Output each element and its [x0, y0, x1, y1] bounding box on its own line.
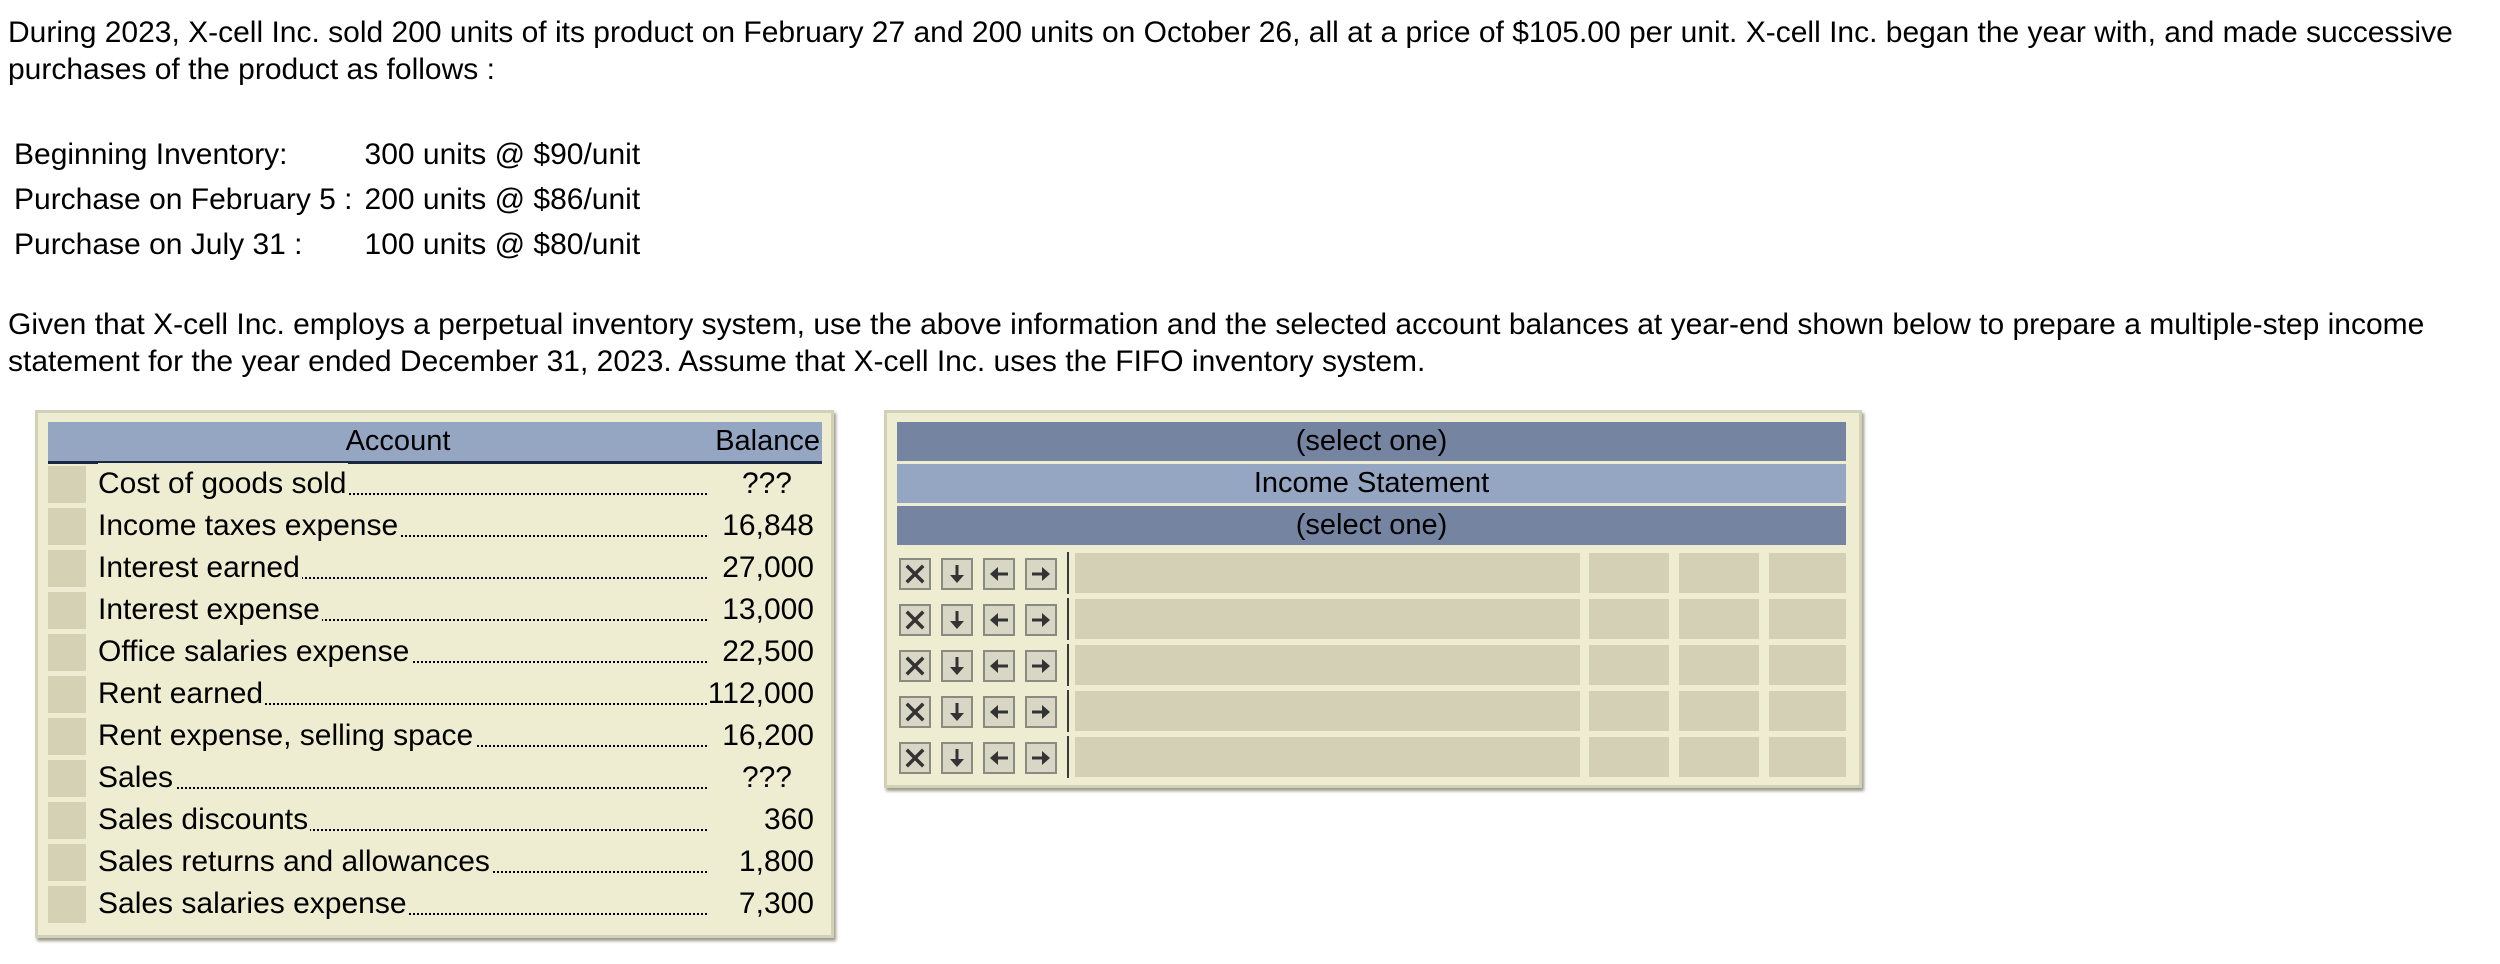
amount-cell-1[interactable] [1589, 691, 1669, 731]
indent-button[interactable] [1025, 604, 1057, 636]
purchase-row [8, 132, 646, 177]
account-balance: 13,000 [722, 593, 814, 626]
arrow-left-icon [987, 700, 1011, 724]
outdent-button[interactable] [983, 604, 1015, 636]
income-statement-panel [884, 410, 1862, 788]
account-row [48, 757, 822, 799]
arrow-down-icon [945, 562, 969, 586]
delete-icon [903, 654, 927, 678]
period-select[interactable]: (select one) [897, 506, 1846, 545]
purchase-detail: 100 units @ $80/unit [364, 228, 641, 261]
arrow-left-icon [987, 746, 1011, 770]
account-name: Cost of goods sold [98, 463, 348, 505]
outdent-button[interactable] [983, 742, 1015, 774]
account-row-marker[interactable] [48, 592, 86, 629]
amount-cell-3[interactable] [1769, 645, 1846, 685]
account-balance: ??? [741, 467, 792, 500]
account-balance: 16,848 [722, 509, 814, 542]
row-divider [1067, 552, 1069, 594]
account-row-marker[interactable] [48, 550, 86, 587]
row-divider [1067, 598, 1069, 640]
purchase-label: Purchase on February 5 : [14, 183, 353, 216]
account-row [48, 463, 822, 505]
account-column-header: Account [345, 425, 451, 457]
indent-button[interactable] [1025, 696, 1057, 728]
row-divider [1067, 736, 1069, 778]
amount-cell-3[interactable] [1769, 691, 1846, 731]
move-down-button[interactable] [941, 604, 973, 636]
account-balance: ??? [741, 761, 792, 794]
balance-column-header: Balance [715, 425, 820, 457]
statement-row [897, 598, 1846, 640]
arrow-down-icon [945, 700, 969, 724]
accounts-panel [35, 410, 834, 938]
account-balance: 27,000 [722, 551, 814, 584]
delete-row-button[interactable] [899, 558, 931, 590]
dotted-leader [98, 787, 707, 789]
account-row-marker[interactable] [48, 760, 86, 797]
account-name: Sales discounts [98, 799, 310, 841]
arrow-right-icon [1029, 654, 1053, 678]
statement-row [897, 736, 1846, 778]
account-balance: 1,800 [738, 845, 814, 878]
arrow-left-icon [987, 654, 1011, 678]
amount-cell-3[interactable] [1769, 599, 1846, 639]
move-down-button[interactable] [941, 742, 973, 774]
amount-cell-3[interactable] [1769, 553, 1846, 593]
account-name: Rent earned [98, 673, 265, 715]
arrow-right-icon [1029, 700, 1053, 724]
delete-icon [903, 608, 927, 632]
arrow-left-icon [987, 608, 1011, 632]
move-down-button[interactable] [941, 558, 973, 590]
account-balance: 360 [763, 803, 814, 836]
purchase-row [8, 222, 646, 267]
amount-cell-2[interactable] [1679, 645, 1759, 685]
account-row-marker[interactable] [48, 508, 86, 545]
delete-row-button[interactable] [899, 696, 931, 728]
amount-cell-2[interactable] [1679, 599, 1759, 639]
account-balance: 16,200 [722, 719, 814, 752]
amount-cell-1[interactable] [1589, 737, 1669, 777]
account-name: Interest expense [98, 589, 322, 631]
delete-icon [903, 746, 927, 770]
purchase-detail: 300 units @ $90/unit [364, 138, 641, 171]
outdent-button[interactable] [983, 696, 1015, 728]
arrow-right-icon [1029, 746, 1053, 770]
statement-row [897, 552, 1846, 594]
indent-button[interactable] [1025, 558, 1057, 590]
statement-row [897, 644, 1846, 686]
account-name: Income taxes expense [98, 505, 400, 547]
statement-row [897, 690, 1846, 732]
account-balance: 22,500 [722, 635, 814, 668]
arrow-down-icon [945, 746, 969, 770]
account-name: Sales salaries expense [98, 883, 409, 925]
amount-cell-1[interactable] [1589, 599, 1669, 639]
delete-row-button[interactable] [899, 604, 931, 636]
purchases-table [8, 132, 646, 267]
statement-label-cell[interactable] [1075, 737, 1580, 777]
arrow-right-icon [1029, 608, 1053, 632]
arrow-left-icon [987, 562, 1011, 586]
statement-label-cell[interactable] [1075, 599, 1580, 639]
row-divider [1067, 644, 1069, 686]
account-balance: 112,000 [707, 677, 814, 710]
row-divider [1067, 690, 1069, 732]
purchase-label: Beginning Inventory: [14, 138, 288, 171]
outdent-button[interactable] [983, 558, 1015, 590]
indent-button[interactable] [1025, 742, 1057, 774]
account-row [48, 799, 822, 841]
account-row [48, 589, 822, 631]
amount-cell-1[interactable] [1589, 645, 1669, 685]
account-row-marker[interactable] [48, 466, 86, 503]
purchase-row [8, 177, 646, 222]
statement-label-cell[interactable] [1075, 691, 1580, 731]
outdent-button[interactable] [983, 650, 1015, 682]
account-name: Rent expense, selling space [98, 715, 475, 757]
move-down-button[interactable] [941, 696, 973, 728]
arrow-right-icon [1029, 562, 1053, 586]
account-row-marker[interactable] [48, 676, 86, 713]
statement-title: Income Statement [897, 464, 1846, 503]
delete-icon [903, 562, 927, 586]
problem-instruction-text: Given that X-cell Inc. employs a perpetual inventory system, use the above information and the selected account balances at year-end shown below to prepare a multiple-step income statement for the year ended December 31, 2023. Assume that X-cell Inc. uses the FIFO inventory system. [8, 308, 2425, 378]
account-row-marker[interactable] [48, 886, 86, 923]
account-name: Office salaries expense [98, 631, 411, 673]
accounts-table-header [48, 422, 822, 464]
statement-label-cell[interactable] [1075, 645, 1580, 685]
account-name: Sales [98, 757, 175, 799]
account-row-marker[interactable] [48, 802, 86, 839]
account-row-marker[interactable] [48, 634, 86, 671]
account-row [48, 631, 822, 673]
amount-cell-2[interactable] [1679, 691, 1759, 731]
company-name-select[interactable]: (select one) [897, 422, 1846, 461]
delete-row-button[interactable] [899, 742, 931, 774]
account-row [48, 547, 822, 589]
indent-button[interactable] [1025, 650, 1057, 682]
move-down-button[interactable] [941, 650, 973, 682]
amount-cell-1[interactable] [1589, 553, 1669, 593]
account-balance: 7,300 [738, 887, 814, 920]
delete-row-button[interactable] [899, 650, 931, 682]
arrow-down-icon [945, 654, 969, 678]
account-row-marker[interactable] [48, 844, 86, 881]
account-name: Interest earned [98, 547, 302, 589]
amount-cell-3[interactable] [1769, 737, 1846, 777]
statement-label-cell[interactable] [1075, 553, 1580, 593]
account-row [48, 883, 822, 925]
account-row [48, 505, 822, 547]
account-row [48, 841, 822, 883]
amount-cell-2[interactable] [1679, 553, 1759, 593]
account-row [48, 673, 822, 715]
delete-icon [903, 700, 927, 724]
problem-intro-text: During 2023, X-cell Inc. sold 200 units of its product on February 27 and 200 units on October 26, all at a price of $105.00 per unit. X-cell Inc. began the year with, and made successive purchases of the product as follows : [8, 16, 2453, 86]
amount-cell-2[interactable] [1679, 737, 1759, 777]
account-row [48, 715, 822, 757]
purchase-label: Purchase on July 31 : [14, 228, 303, 261]
account-name: Sales returns and allowances [98, 841, 492, 883]
purchase-detail: 200 units @ $86/unit [364, 183, 641, 216]
account-row-marker[interactable] [48, 718, 86, 755]
arrow-down-icon [945, 608, 969, 632]
